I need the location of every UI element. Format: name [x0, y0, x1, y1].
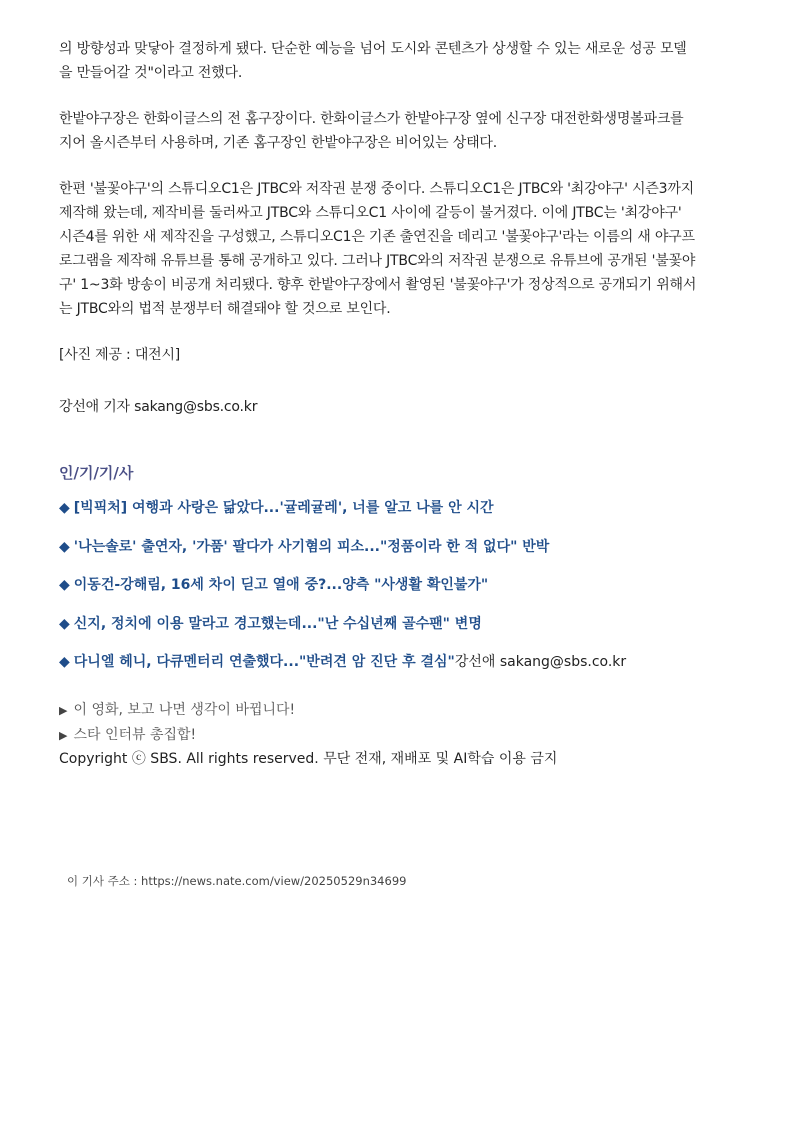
byline: 강선애 기자 sakang@sbs.co.kr [59, 399, 258, 415]
article-paragraph: 한편 '불꽃야구'의 스튜디오C1은 JTBC와 저작권 분쟁 중이다. 스튜디오C1은 JTBC와 '최강야구' 시즌3까지 제작해 왔는데, 제작비를 둘러싸고 JTBC와 스튜디오C1 사이에 갈등이 불거졌다. 이에 JTBC는 '최강야구' 시즌4를 위한 새 제작진을 구성했고, 스튜디오C1은 기존 출연진을 데리고 '불꽃야구'라는 이름의 새 야구프로그램을 제작해 유튜브를 통해 공개하고 있다. 그러나 JTBC와의 저작권 분쟁으로 유튜브에 공개된 '불꽃야구' 1~3화 방송이 비공개 처리됐다. 향후 한밭야구장에서 촬영된 '불꽃야구'가 정상적으로 공개되기 위해서는 JTBC와의 법적 분쟁부터 해결돼야 할 것으로 보인다. [59, 181, 697, 317]
popular-article-item [59, 612, 739, 651]
article-paragraph: 의 방향성과 맞닿아 결정하게 됐다. 단순한 예능을 넘어 도시와 콘텐츠가 상생할 수 있는 새로운 성공 모델을 만들어갈 것"이라고 전했다. [59, 41, 687, 81]
popular-articles-list [59, 496, 739, 689]
promo-link[interactable]: 스타 인터뷰 총집합! [73, 727, 197, 743]
diamond-bullet-icon: ◆ [59, 615, 70, 632]
diamond-bullet-icon: ◆ [59, 538, 70, 555]
popular-article-item [59, 535, 739, 574]
play-triangle-icon: ▶ [59, 729, 68, 742]
popular-article-link[interactable]: 이동건-강해림, 16세 차이 딛고 열애 중?...양측 "사생활 확인불가" [73, 577, 489, 594]
article-url: 이 기사 주소 : https://news.nate.com/view/20250529n34699 [67, 874, 407, 888]
popular-article-link[interactable]: [빅픽처] 여행과 사랑은 닮았다...'귤레귤레', 너를 알고 나를 안 시간 [73, 500, 494, 516]
popular-article-item [59, 496, 739, 535]
promo-links [59, 698, 295, 748]
photo-credit: [사진 제공 : 대전시] [59, 347, 181, 363]
popular-article-item [59, 650, 739, 689]
promo-item [59, 698, 295, 723]
popular-article-item [59, 573, 739, 612]
popular-articles-heading: 인/기/기/사 [59, 464, 134, 482]
popular-article-trail: 강선애 sakang@sbs.co.kr [454, 654, 627, 671]
promo-item [59, 723, 295, 748]
copyright-notice: Copyright ⓒ SBS. All rights reserved. 무단 전재, 재배포 및 AI학습 이용 금지 [59, 751, 558, 767]
promo-link[interactable]: 이 영화, 보고 나면 생각이 바뀝니다! [73, 702, 296, 718]
popular-article-link[interactable]: 신지, 정치에 이용 말라고 경고했는데..."난 수십년째 골수팬" 변명 [73, 615, 482, 632]
diamond-bullet-icon: ◆ [59, 654, 70, 671]
popular-article-link[interactable]: 다니엘 헤니, 다큐멘터리 연출했다..."반려견 암 진단 후 결심" [73, 654, 455, 671]
article-body [59, 37, 699, 457]
play-triangle-icon: ▶ [59, 704, 68, 717]
diamond-bullet-icon: ◆ [59, 577, 70, 594]
article-paragraph: 한밭야구장은 한화이글스의 전 홈구장이다. 한화이글스가 한밭야구장 옆에 신구장 대전한화생명볼파크를 지어 올시즌부터 사용하며, 기존 홈구장인 한밭야구장은 비어있는 상태다. [59, 111, 684, 151]
diamond-bullet-icon: ◆ [59, 500, 70, 516]
popular-article-link[interactable]: '나는솔로' 출연자, '가품' 팔다가 사기혐의 피소..."정품이라 한 적 없다" 반박 [73, 538, 550, 555]
